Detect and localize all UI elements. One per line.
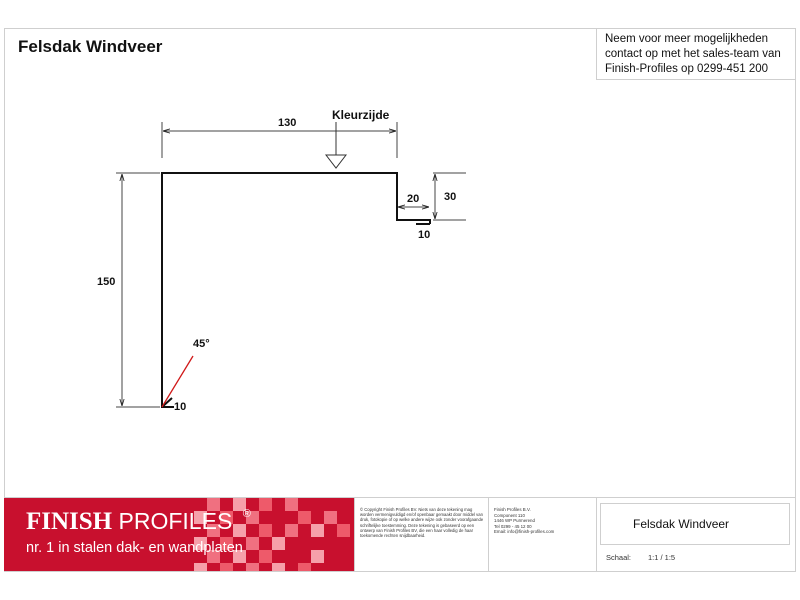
product-name: Felsdak Windveer	[633, 517, 730, 531]
contact-line: Neem voor meer mogelijkheden	[605, 33, 768, 45]
checker-square	[194, 563, 207, 571]
checker-square	[220, 563, 233, 571]
company-name: Finish Profiles B.V.	[494, 507, 531, 512]
angle-label: 45°	[193, 338, 210, 350]
scale-label: Schaal:	[606, 553, 632, 562]
height-dimension-label: 150	[97, 276, 116, 288]
checker-square	[337, 524, 350, 537]
fold-bottom-label: 10	[174, 401, 187, 413]
product-name-box	[600, 503, 790, 545]
checker-square	[259, 524, 272, 537]
company-logo	[4, 498, 354, 571]
checker-square	[246, 537, 259, 550]
company-address	[494, 507, 594, 535]
checker-square	[311, 524, 324, 537]
fold-top-label: 10	[418, 229, 431, 241]
contact-line: contact op met het sales-team van	[605, 48, 781, 60]
checker-square	[259, 498, 272, 511]
company-email: Email: info@finish-profiles.com	[494, 529, 555, 535]
checker-square	[272, 537, 285, 550]
page-title: Felsdak Windveer	[18, 37, 163, 56]
checker-square	[285, 498, 298, 511]
divider	[488, 498, 489, 571]
checker-square	[324, 511, 337, 524]
contact-line: Finish-Profiles op 0299-451 200	[605, 63, 769, 75]
brand-tagline: nr. 1 in stalen dak- en wandplaten	[26, 540, 243, 556]
divider	[354, 498, 355, 571]
return-width-dimension-label: 20	[407, 193, 420, 205]
checker-square	[285, 524, 298, 537]
angle-line	[162, 356, 193, 407]
color-side-arrowhead	[326, 155, 346, 168]
color-side-label: Kleurzijde	[332, 108, 390, 122]
company-street: Component 110	[494, 512, 525, 518]
scale-value: 1:1 / 1:5	[648, 553, 676, 562]
width-dimension-label: 130	[278, 117, 297, 129]
checker-square	[298, 511, 311, 524]
brand-wordmark	[26, 508, 251, 536]
copyright-notice: © Copyright Finish Profiles BV. Niets van deze tekening mag worden vermenigvuldigd en/of openbaar gemaakt door middel van druk, fotokopie of op welke andere wijze ook zonder voorafgaande schriftelijke toestemming. Deze tekening is gebaseerd op een ontwerp van Finish Profiles BV, die een haar volledig de haar toekomende rechten snijdbaarheid.	[360, 507, 484, 539]
checker-square	[298, 563, 311, 571]
checker-square	[259, 550, 272, 563]
company-city: 1446 WP Purmerend	[494, 518, 535, 524]
company-phone: Tel 0299 - 45 12 00	[494, 523, 532, 529]
brand-part2: PROFILES	[118, 508, 233, 534]
registered-mark: ®	[242, 508, 251, 520]
divider	[596, 498, 597, 571]
return-height-dimension-label: 30	[444, 191, 457, 203]
checker-square	[272, 563, 285, 571]
brand-part1: FINISH	[26, 508, 113, 535]
profile-outline	[162, 173, 430, 407]
checker-square	[311, 550, 324, 563]
checker-square	[246, 563, 259, 571]
